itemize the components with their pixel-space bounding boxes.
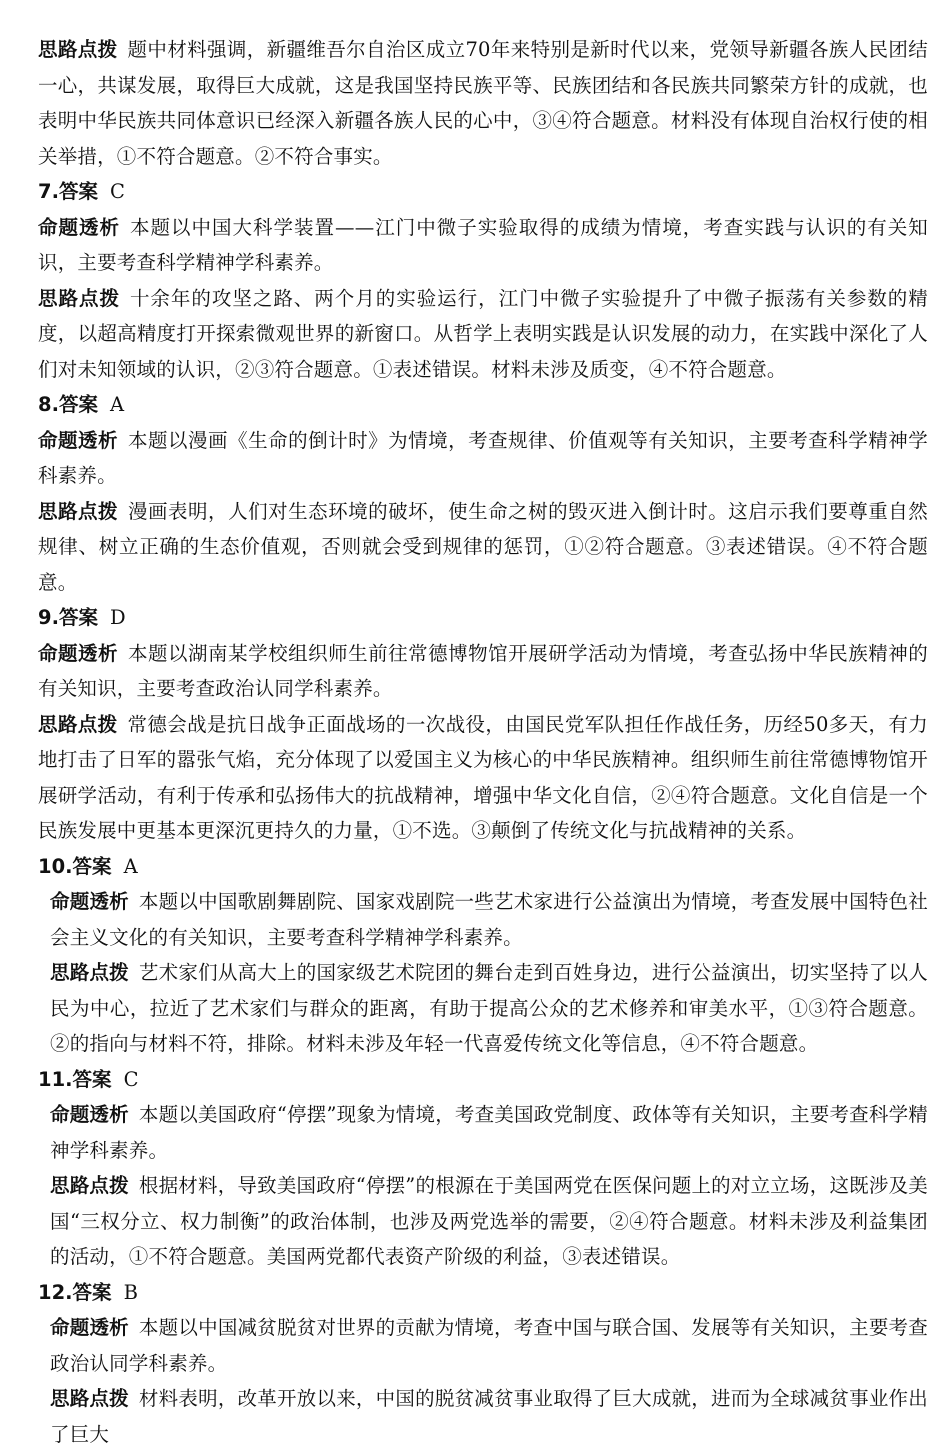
analysis-text: 本题以美国政府“停摆”现象为情境，考查美国政党制度、政体等有关知识，主要考查科学精神学科素养。 (50, 1103, 928, 1162)
analysis-label: 命题透析 (38, 429, 118, 452)
question-number: 9. (38, 606, 59, 629)
question-number: 7. (38, 180, 59, 203)
analysis-text: 本题以中国减贫脱贫对世界的贡献为情境，考查中国与联合国、发展等有关知识，主要考查政治认同学科素养。 (50, 1316, 928, 1375)
answer-value: A (124, 855, 138, 878)
question-number: 8. (38, 393, 59, 416)
analysis-label: 命题透析 (50, 1316, 129, 1339)
question-header (38, 600, 928, 636)
hint-paragraph (50, 955, 928, 1062)
question-12 (38, 1275, 928, 1452)
answer-value: D (110, 606, 126, 629)
analysis-paragraph (38, 423, 928, 494)
hint-paragraph (50, 1381, 928, 1452)
answer-label: 答案 (73, 1068, 112, 1091)
answer-label: 答案 (59, 606, 98, 629)
intro-hint (38, 32, 928, 174)
hint-label: 思路点拨 (50, 961, 129, 984)
analysis-paragraph (50, 884, 928, 955)
hint-label: 思路点拨 (38, 500, 118, 523)
hint-label: 思路点拨 (38, 713, 118, 736)
question-8 (38, 387, 928, 600)
hint-paragraph (50, 1168, 928, 1275)
question-11 (38, 1062, 928, 1275)
hint-label: 思路点拨 (38, 38, 118, 61)
analysis-paragraph (50, 1310, 928, 1381)
question-header (38, 387, 928, 423)
analysis-text: 本题以中国大科学装置——江门中微子实验取得的成绩为情境，考查实践与认识的有关知识，主要考查科学精神学科素养。 (38, 216, 928, 275)
hint-text: 漫画表明，人们对生态环境的破坏，使生命之树的毁灭进入倒计时。这启示我们要尊重自然规律、树立正确的生态价值观，否则就会受到规律的惩罚，①②符合题意。③表述错误。④不符合题意。 (38, 500, 928, 594)
analysis-label: 命题透析 (38, 216, 120, 239)
hint-paragraph (38, 707, 928, 849)
question-header (38, 849, 928, 885)
answer-value: A (110, 393, 124, 416)
question-header (38, 174, 928, 210)
answer-label: 答案 (73, 855, 112, 878)
question-9 (38, 600, 928, 849)
hint-text: 艺术家们从高大上的国家级艺术院团的舞台走到百姓身边，进行公益演出，切实坚持了以人民为中心，拉近了艺术家们与群众的距离，有助于提高公众的艺术修养和审美水平，①③符合题意。②的指向与材料不符，排除。材料未涉及年轻一代喜爱传统文化等信息，④不符合题意。 (50, 961, 928, 1055)
analysis-label: 命题透析 (38, 642, 118, 665)
answer-label: 答案 (73, 1281, 112, 1304)
analysis-label: 命题透析 (50, 890, 129, 913)
hint-text: 根据材料，导致美国政府“停摆”的根源在于美国两党在医保问题上的对立立场，这既涉及美国“三权分立、权力制衡”的政治体制，也涉及两党选举的需要，②④符合题意。材料未涉及利益集团的活动，①不符合题意。美国两党都代表资产阶级的利益，③表述错误。 (50, 1174, 928, 1268)
analysis-label: 命题透析 (50, 1103, 129, 1126)
question-number: 10. (38, 855, 73, 878)
analysis-paragraph (38, 210, 928, 281)
hint-label: 思路点拨 (38, 287, 120, 310)
hint-paragraph (38, 281, 928, 388)
answer-value: B (124, 1281, 138, 1304)
question-7 (38, 174, 928, 387)
hint-paragraph (38, 494, 928, 601)
question-10 (38, 849, 928, 1062)
question-number: 11. (38, 1068, 73, 1091)
analysis-text: 本题以湖南某学校组织师生前往常德博物馆开展研学活动为情境，考查弘扬中华民族精神的有关知识，主要考查政治认同学科素养。 (38, 642, 928, 701)
answer-value: C (110, 180, 125, 203)
answer-label: 答案 (59, 393, 98, 416)
analysis-text: 本题以中国歌剧舞剧院、国家戏剧院一些艺术家进行公益演出为情境，考查发展中国特色社会主义文化的有关知识，主要考查科学精神学科素养。 (50, 890, 928, 949)
hint-text: 常德会战是抗日战争正面战场的一次战役，由国民党军队担任作战任务，历经50多天，有力地打击了日军的嚣张气焰，充分体现了以爱国主义为核心的中华民族精神。组织师生前往常德博物馆开展研学活动，有利于传承和弘扬伟大的抗战精神，增强中华文化自信，②④符合题意。文化自信是一个民族发展中更基本更深沉更持久的力量，①不选。③颠倒了传统文化与抗战精神的关系。 (38, 713, 928, 843)
analysis-paragraph (38, 636, 928, 707)
answer-label: 答案 (59, 180, 98, 203)
hint-text: 材料表明，改革开放以来，中国的脱贫减贫事业取得了巨大成就，进而为全球减贫事业作出了巨大 (50, 1387, 928, 1446)
hint-label: 思路点拨 (50, 1387, 129, 1410)
answer-value: C (124, 1068, 139, 1091)
analysis-text: 本题以漫画《生命的倒计时》为情境，考查规律、价值观等有关知识，主要考查科学精神学科素养。 (38, 429, 928, 488)
question-number: 12. (38, 1281, 73, 1304)
hint-label: 思路点拨 (50, 1174, 129, 1197)
question-header (38, 1062, 928, 1098)
question-header (38, 1275, 928, 1311)
hint-text: 题中材料强调，新疆维吾尔自治区成立70年来特别是新时代以来，党领导新疆各族人民团结一心，共谋发展，取得巨大成就，这是我国坚持民族平等、民族团结和各民族共同繁荣方针的成就，也表明中华民族共同体意识已经深入新疆各族人民的心中，③④符合题意。材料没有体现自治权行使的相关举措，①不符合题意。②不符合事实。 (38, 38, 928, 168)
hint-text: 十余年的攻坚之路、两个月的实验运行，江门中微子实验提升了中微子振荡有关参数的精度，以超高精度打开探索微观世界的新窗口。从哲学上表明实践是认识发展的动力，在实践中深化了人们对未知领域的认识，②③符合题意。①表述错误。材料未涉及质变，④不符合题意。 (38, 287, 928, 381)
analysis-paragraph (50, 1097, 928, 1168)
